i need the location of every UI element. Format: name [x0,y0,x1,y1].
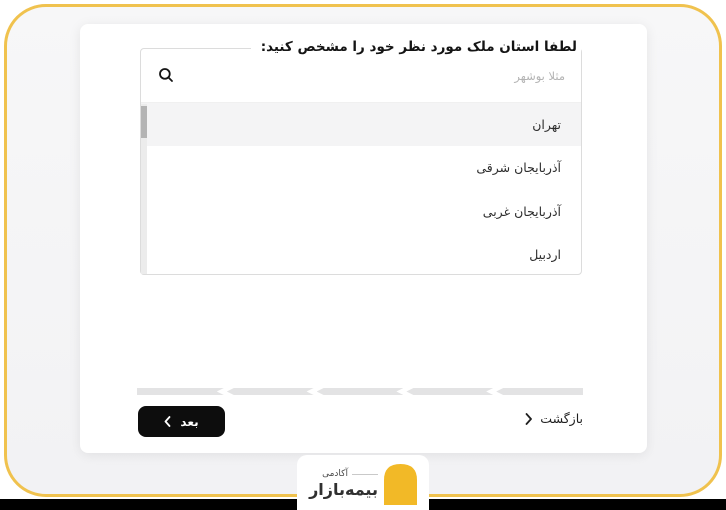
list-item-east-azerbaijan[interactable] [141,146,581,189]
province-search-input[interactable] [141,49,581,102]
next-button[interactable] [138,406,225,437]
list-item-tehran[interactable] [141,103,581,146]
back-link-label: بازگشت [540,411,583,426]
chevron-right-icon [525,413,533,425]
search-icon [157,66,175,84]
search-row [141,49,581,102]
next-button-label: بعد [180,414,199,429]
wizard-progress-bar [137,388,583,395]
province-select-panel [140,39,582,275]
logo-text-block [309,469,378,500]
list-item-west-azerbaijan[interactable] [141,190,581,233]
list-item-label: تهران [532,117,561,133]
progress-segment [496,388,583,395]
logo-brand-label: بیمه‌بازار [309,480,378,499]
logo-academy-label: آکادمی [322,469,348,479]
bimebazar-logo-icon [384,464,417,505]
back-link[interactable] [525,411,583,426]
list-item-ardabil[interactable] [141,233,581,276]
progress-segment [406,388,493,395]
list-item-label: آذربایجان شرقی [476,160,561,176]
scrollbar-thumb[interactable] [141,106,147,138]
progress-segment [317,388,404,395]
progress-segment [227,388,314,395]
bimebazar-logo [297,455,429,510]
wizard-card [80,24,647,453]
logo-academy-rule [352,474,378,475]
page-title: لطفا استان ملک مورد نظر خود را مشخص کنید: [251,39,581,55]
svg-text:B [384,483,385,505]
scrollbar-track[interactable] [141,104,147,274]
province-list [141,102,581,275]
progress-segment [137,388,224,395]
list-item-label: اردبیل [529,246,561,262]
list-item-label: آذربایجان غربی [482,203,561,219]
chevron-left-icon [164,416,171,427]
logo-academy-row [309,469,378,480]
